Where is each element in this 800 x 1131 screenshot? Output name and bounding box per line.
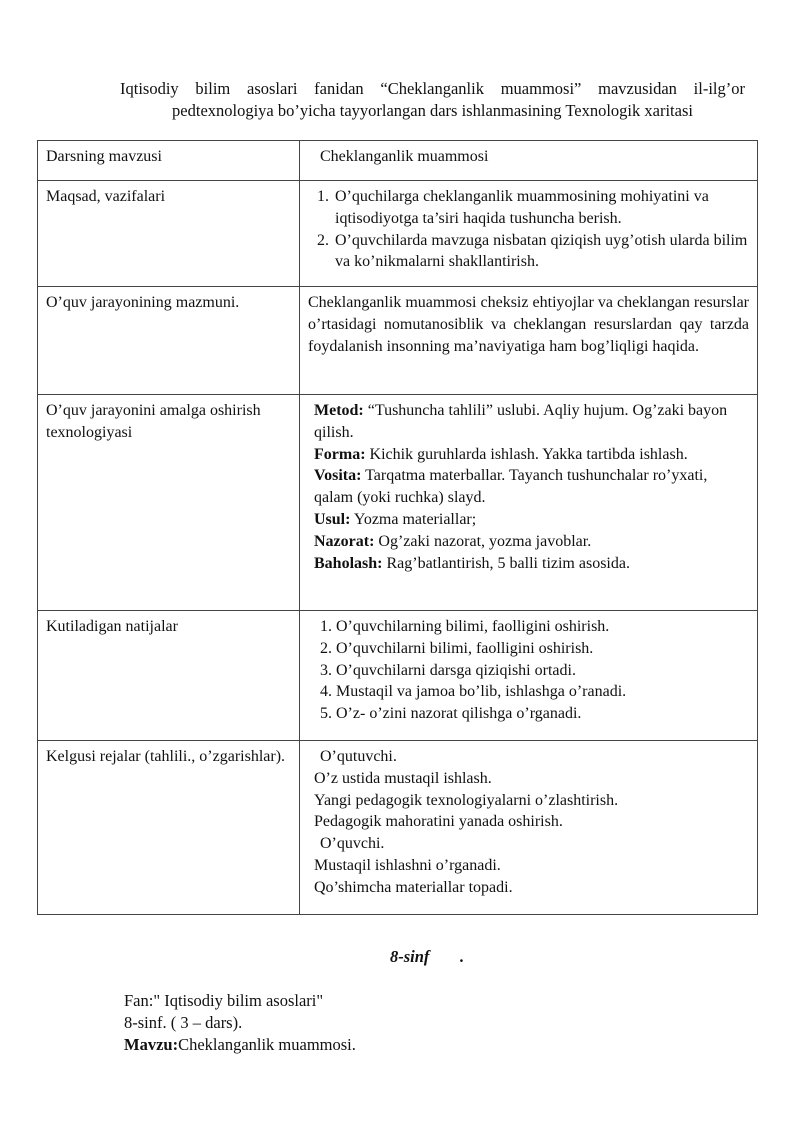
- grade-label: [390, 947, 464, 967]
- forma-key: Forma:: [314, 445, 366, 463]
- result-line: 4. Mustaqil va jamoa bo’lib, ishlashga o’ranadi.: [320, 683, 627, 701]
- baholash-value: Rag’batlantirish, 5 balli tizim asosida.: [382, 554, 630, 572]
- row-label: Darsning mavzusi: [38, 141, 300, 181]
- row-value: [300, 395, 758, 611]
- result-line: 5. O’z- o’zini nazorat qilishga o’rganadi.: [320, 705, 582, 723]
- topic-line: [124, 1034, 356, 1056]
- row-value: [300, 141, 758, 181]
- metod-line: [308, 400, 749, 444]
- vosita-line: [308, 465, 749, 509]
- topic-value: Cheklanganlik muammosi.: [178, 1035, 356, 1054]
- baholash-key: Baholash:: [314, 554, 383, 572]
- subject-line: Fan:" Iqtisodiy bilim asoslari": [124, 991, 324, 1010]
- content-text: Cheklanganlik muammosi cheksiz ehtiyojlar va cheklangan resurslar o’rtasidagi nomutanosiblik va cheklangan resurslardan qay tarzda foydalanish insonning ma’naviyatiga ham bog’liqligi haqida.: [300, 287, 758, 395]
- plan-line: O’z ustida mustaqil ishlash.: [314, 769, 492, 787]
- result-line: 3. O’quvchilarni darsga qiziqishi ortadi.: [320, 661, 576, 679]
- technology-map-table: [37, 140, 758, 915]
- grade-dot: .: [459, 947, 464, 966]
- nazorat-key: Nazorat:: [314, 532, 375, 550]
- nazorat-line: [308, 531, 749, 553]
- table-row: [38, 395, 758, 611]
- forma-value: Kichik guruhlarda ishlash. Yakka tartibda ishlash.: [365, 445, 688, 463]
- row-label: Kutiladigan natijalar: [38, 611, 300, 741]
- row-label: O’quv jarayonini amalga oshirish texnologiyasi: [38, 395, 300, 611]
- class-line: 8-sinf. ( 3 – dars).: [124, 1013, 243, 1032]
- row-value: [300, 741, 758, 915]
- table-row: [38, 181, 758, 287]
- table-row: [38, 141, 758, 181]
- row-value: [300, 611, 758, 741]
- list-item: 2. O’quvchilarda mavzuga nisbatan qiziqish uyg’otish ularda bilim va ko’nikmalarni shakllantirish.: [333, 230, 749, 274]
- usul-line: [308, 509, 749, 531]
- nazorat-value: Og’zaki nazorat, yozma javoblar.: [374, 532, 592, 550]
- lesson-topic: Cheklanganlik muammosi: [320, 148, 489, 165]
- goals-list: [308, 186, 749, 273]
- row-label: O’quv jarayonining mazmuni.: [38, 287, 300, 395]
- vosita-value: Tarqatma materballar. Tayanch tushunchalar ro’yxati, qalam (yoki ruchka) slayd.: [314, 467, 708, 507]
- forma-line: [308, 444, 749, 466]
- list-item: 1. O’quchilarga cheklanganlik muammosining mohiyatini va iqtisodiyotga ta’siri haqida tushuncha berish.: [333, 186, 749, 230]
- table-row: [38, 287, 758, 395]
- plan-line: O’qutuvchi.: [320, 748, 397, 765]
- row-value: [300, 181, 758, 287]
- plan-line: Yangi pedagogik texnologiyalarni o’zlashtirish.: [314, 791, 619, 809]
- vosita-key: Vosita:: [314, 467, 362, 485]
- result-line: 2. O’quvchilarni bilimi, faolligini oshirish.: [320, 639, 594, 657]
- baholash-line: [308, 553, 749, 575]
- plan-line: Pedagogik mahoratini yanada oshirish.: [314, 813, 563, 831]
- metod-key: Metod:: [314, 402, 364, 419]
- row-label: Kelgusi rejalar (tahlili., o’zgarishlar).: [38, 741, 300, 915]
- document-heading: Iqtisodiy bilim asoslari fanidan “Cheklanganlik muammosi” mavzusidan il-ilg’or pedtexnologiya bo’yicha tayyorlangan dars ishlanmasining Texnologik xaritasi: [120, 79, 745, 120]
- plan-line: Qo’shimcha materiallar topadi.: [314, 878, 513, 896]
- metod-value: “Tushuncha tahlili” uslubi. Aqliy hujum. Og’zaki bayon qilish.: [314, 402, 728, 441]
- result-line: 1. O’quvchilarning bilimi, faolligini oshirish.: [320, 618, 610, 635]
- usul-value: Yozma materiallar;: [350, 510, 477, 528]
- table-row: [38, 741, 758, 915]
- plan-line: O’quvchi.: [320, 835, 385, 853]
- lesson-footer: [124, 990, 356, 1056]
- topic-key: Mavzu:: [124, 1035, 179, 1054]
- grade-text: 8-sinf: [390, 947, 430, 966]
- table-row: [38, 611, 758, 741]
- row-label: Maqsad, vazifalari: [38, 181, 300, 287]
- usul-key: Usul:: [314, 510, 351, 528]
- plan-line: Mustaqil ishlashni o’rganadi.: [314, 856, 501, 874]
